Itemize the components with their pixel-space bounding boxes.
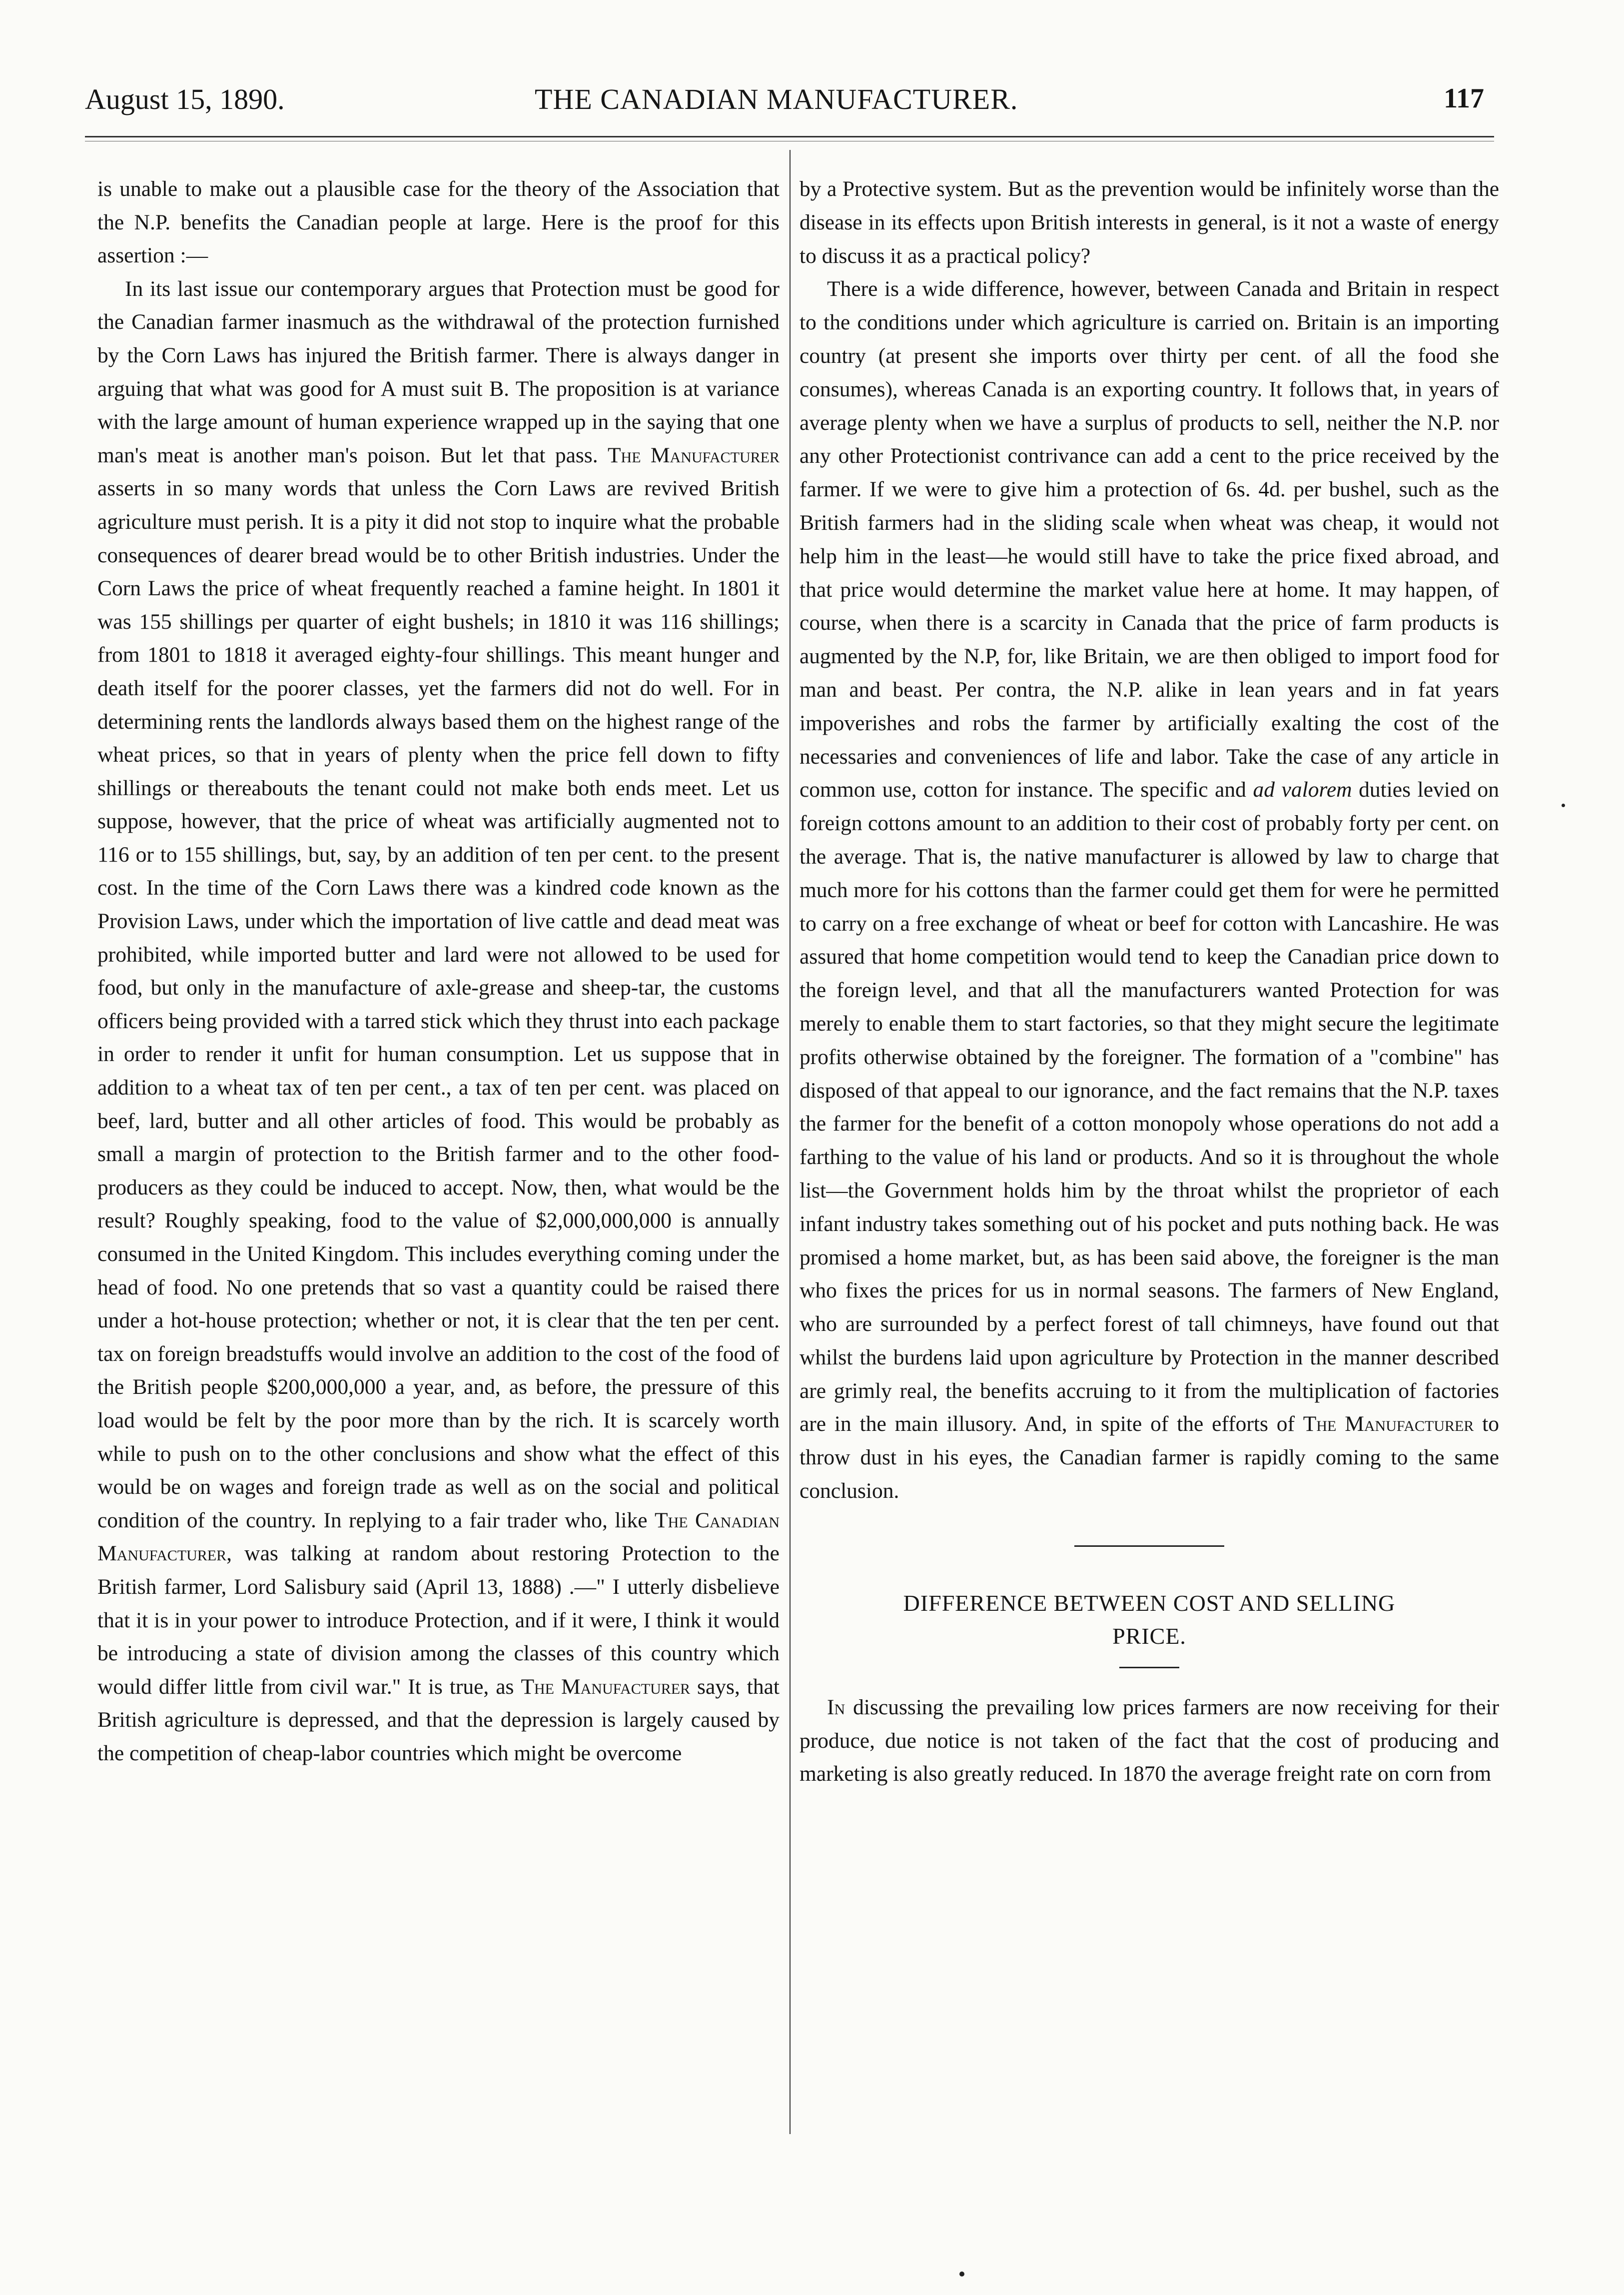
page-number: 117: [1444, 83, 1484, 114]
article-paragraph: by a Protective system. But as the prevention would be infinitely worse than the disease in its effects upon British interests in general, is it not a waste of energy to discuss it as a practical policy?: [800, 177, 1499, 268]
heading-underline: [1119, 1667, 1179, 1668]
page-header: [85, 82, 1484, 122]
publication-reference: The Manufacturer: [607, 443, 780, 467]
publication-title: THE CANADIAN MANUFACTURER.: [535, 83, 1018, 115]
article-paragraph: There is a wide difference, however, between Canada and Britain in respect to the conditions under which agriculture is carried on. Britain is an importing country (at present she imports over thirty per cent. of all the food she consumes), whereas Canada is an exporting country. It follows that, in years of average plenty when we have a surplus of products to sell, neither the N.P. nor any other Protectionist contrivance can add a cent to the price received by the farmer. If we were to give him a protection of 6s. 4d. per bushel, such as the British farmers had in the sliding scale when wheat was cheap, it would not help him in the least—he would still have to take the price fixed abroad, and that price would determine the market value here at home. It may happen, of course, when there is a scarcity in Canada that the price of farm products is augmented by the N.P, for, like Britain, we are then obliged to import food for man and beast. Per contra, the N.P. alike in lean years and in fat years impoverishes and robs the farmer by artificially exalting the cost of the necessaries and conveniences of life and labor. Take the case of any article in common use, cotton for instance. The specific and ad valorem duties levied on foreign cottons amount to an addition to their cost of probably forty per cent. on the average. That is, the native manufacturer is allowed by law to charge that much more for his cottons than the farmer could get them for were he permitted to carry on a free exchange of wheat or beef for cotton with Lancashire. He was assured that home competition would tend to keep the Canadian price down to the foreign level, and that all the manufacturers wanted Protection for was merely to enable them to start factories, so that they might secure the legitimate profits otherwise obtained by the foreigner. The formation of a "combine" has disposed of that appeal to our ignorance, and the fact remains that the N.P. taxes the farmer for the benefit of a cotton monopoly whose operations do not add a farthing to the value of his land or products. And so it is throughout the whole list—the Government holds him by the throat whilst the proprietor of each infant industry takes something out of his pocket and puts nothing back. He was promised a home market, but, as has been said above, the foreigner is the man who fixes the prices for us in normal seasons. The farmers of New England, who are surrounded by a perfect forest of tall chimneys, have found out that whilst the burdens laid upon agriculture by Protection in the manner described are grimly real, the benefits accruing to it from the multiplication of factories are in the main illusory. And, in spite of the efforts of The Manufacturer to throw dust in his eyes, the Canadian farmer is rapidly coming to the same conclusion.: [800, 277, 1500, 1503]
publication-reference: The Canadian Manufacturer: [97, 1508, 780, 1566]
header-rule: [85, 136, 1494, 137]
article-paragraph: In its last issue our contemporary argues that Protection must be good for the Canadian farmer inasmuch as the withdrawal of the protection furnished by the Corn Laws has injured the British farmer. There is always danger in arguing that what was good for A must suit B. The proposition is at variance with the large amount of human experience wrapped up in the saying that one man's meat is another man's poison. But let that pass. The Manufacturer asserts in so many words that unless the Corn Laws are revived British agriculture must perish. It is a pity it did not stop to inquire what the probable consequences of dearer bread would be to other British industries. Under the Corn Laws the price of wheat frequently reached a famine height. In 1801 it was 155 shillings per quarter of eight bushels; in 1810 it was 116 shillings; from 1801 to 1818 it averaged eighty-four shillings. This meant hunger and death itself for the poorer classes, yet the farmers did not do well. For in determining rents the landlords always based them on the highest range of the wheat prices, so that in years of plenty when the price fell down to fifty shillings or thereabouts the tenant could not make both ends meet. Let us suppose, however, that the price of wheat was artificially augmented not to 116 or to 155 shillings, but, say, by an addition of ten per cent. to the present cost. In the time of the Corn Laws there was a kindred code known as the Provision Laws, under which the importation of live cattle and dead meat was prohibited, while imported butter and lard were not allowed to be used for food, but only in the manufacture of axle-grease and sheep-tar, the customs officers being provided with a tarred stick which they thrust into each package in order to render it unfit for human consumption. Let us suppose that in addition to a wheat tax of ten per cent., a tax of ten per cent. was placed on beef, lard, butter and all other articles of food. This would be probably as small a margin of protection to the British farmer and to the other food-producers as they could be induced to accept. Now, then, what would be the result? Roughly speaking, food to the value of $2,000,000,000 is annually consumed in the United Kingdom. This includes everything coming under the head of food. No one pretends that so vast a quantity could be raised there under a hot-house protection; whether or not, it is clear that the ten per cent. tax on foreign breadstuffs would involve an addition to the cost of the food of the British people $200,000,000 a year, and, as before, the pressure of this load would be felt by the poor more than by the rich. It is scarcely worth while to push on to the other conclusions and show what the effect of this would be on wages and foreign trade as well as on the social and political condition of the country. In replying to a fair trader who, like The Canadian Manufacturer, was talking at random about restoring Protection to the British farmer, Lord Salisbury said (April 13, 1888) .—" I utterly disbelieve that it is in your power to introduce Protection, and if it were, I think it would be introducing a state of division among the classes of this country which would differ little from civil war." It is true, as The Manufacturer says, that British agriculture is depressed, and that the depression is largely caused by the competition of cheap-labor countries which might be overcome: [97, 276, 780, 1765]
left-column: [97, 172, 780, 1770]
print-speck: [959, 2272, 964, 2277]
publication-reference: The Manufacturer: [521, 1674, 691, 1699]
section-separator: [1074, 1545, 1224, 1547]
article-paragraph: In discussing the prevailing low prices farmers are now receiving for their produce, due notice is not taken of the fact that the cost of producing and marketing is also greatly reduced. In 1870 the average freight rate on corn from: [800, 1695, 1500, 1786]
issue-date: August 15, 1890.: [85, 83, 285, 115]
italic-term: ad valorem: [1253, 778, 1352, 802]
article-paragraph: is unable to make out a plausible case for the theory of the Association that the N.P. benefits the Canadian people at large. Here is the proof for this assertion :—: [97, 177, 780, 268]
section-heading: DIFFERENCE BETWEEN COST AND SELLING PRICE.: [903, 1590, 1396, 1649]
publication-reference: The Manufacturer: [1303, 1412, 1474, 1436]
right-column: [800, 172, 1499, 1791]
print-speck: [1562, 804, 1565, 807]
column-divider: [790, 150, 791, 2134]
